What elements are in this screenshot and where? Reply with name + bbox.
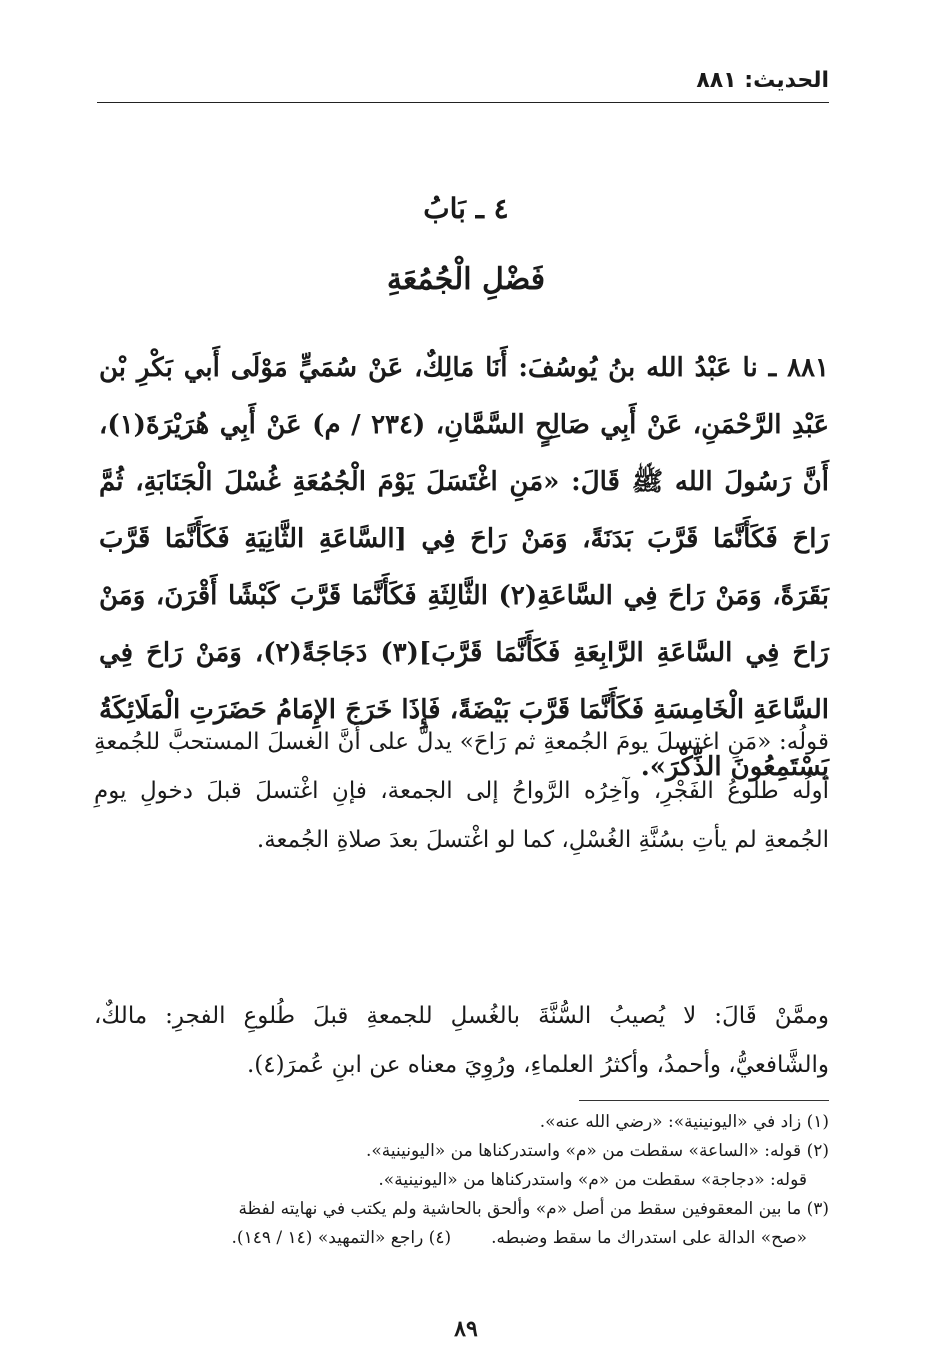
commentary-paragraph-2: وممَّنْ قَالَ: لا يُصيبُ السُّنَّةَ بالغُسلِ للجمعةِ قبلَ طُلوعِ الفجرِ: مالكٌ، والشَّافعيُّ، وأحمدُ، وأكثرُ العلماءِ، ورُوِيَ معناه عن ابنِ عُمرَ(٤). bbox=[94, 1003, 829, 1078]
chapter-number: ٤ ـ بَابُ bbox=[423, 192, 509, 225]
running-header bbox=[97, 62, 829, 103]
footnote-3-end: «صح» الدالة على استدراك ما سقط وضبطه. bbox=[491, 1228, 807, 1248]
running-title: الحديث: ٨٨١ bbox=[696, 68, 829, 93]
chapter-title: فَضْلِ الْجُمُعَةِ bbox=[386, 262, 546, 297]
footnotes bbox=[94, 1108, 829, 1253]
footnote-3-continued bbox=[94, 1224, 829, 1253]
footnote-divider bbox=[579, 1100, 829, 1101]
footnote-2-continued: قوله: «دجاجة» سقطت من «م» واستدركناها من «اليونينية». bbox=[378, 1170, 807, 1190]
commentary-paragraph-1: قولُه: «مَنِ اغتسلَ يومَ الجُمعةِ ثم رَاحَ» يدلُّ على أَنَّ الغسلَ المستحبَّ للجُمعةِ أولُه طلوعُ الفَجْرِ، وآخِرُه الرَّواحُ إلى الجمعة، فإنِ اغْتسلَ قبلَ دخولِ يومِ الجُمعةِ لم يأتِ بسُنَّةِ الغُسْلِ، كما لو اغْتسلَ بعدَ صلاةِ الجُمعة. bbox=[94, 729, 829, 853]
footnote-4: (٤) راجع «التمهيد» (١٤ / ١٤٩). bbox=[231, 1228, 452, 1248]
footnote-3: (٣) ما بين المعقوفين سقط من أصل «م» وألحق بالحاشية ولم يكتب في نهايته لفظة bbox=[238, 1199, 829, 1219]
footnote-2: (٢) قوله: «الساعة» سقطت من «م» واستدركناها من «اليونينية». bbox=[365, 1141, 829, 1161]
page-number: ٨٩ bbox=[454, 1316, 478, 1342]
footnote-1: (١) زاد في «اليونينية»: «رضي الله عنه». bbox=[539, 1112, 829, 1132]
hadith-text: ٨٨١ ـ نا عَبْدُ الله بنُ يُوسُفَ: أَنَا مَالِكٌ، عَنْ سُمَيٍّ مَوْلَى أَبي بَكْرِ بْن عَبْدِ الرَّحْمَنِ، عَنْ أَبِي صَالِحٍ السَّمَّانِ، (٢٣٤ / م) عَنْ أَبِي هُرَيْرَةَ(١)، أَنَّ رَسُولَ الله ﷺ قَالَ: «مَنِ اغْتَسَلَ يَوْمَ الْجُمُعَةِ غُسْلَ الْجَنَابَةِ، ثُمَّ رَاحَ فَكَأَنَّمَا قَرَّبَ بَدَنَةً، وَمَنْ رَاحَ فِي [السَّاعَةِ الثَّانِيَةِ فَكَأَنَّمَا قَرَّبَ بَقَرَةً، وَمَنْ رَاحَ فِي السَّاعَةِ(٢) الثَّالِثَةِ فَكَأَنَّمَا قَرَّبَ كَبْشًا أَقْرَنَ، وَمَنْ رَاحَ فِي السَّاعَةِ الرَّابِعَةِ فَكَأَنَّمَا قَرَّبَ](٣) دَجَاجَةً(٢)، وَمَنْ رَاحَ فِي السَّاعَةِ الْخَامِسَةِ فَكَأَنَّمَا قَرَّبَ بَيْضَةً، فَإِذَا خَرَجَ الإِمَامُ حَضَرَتِ الْمَلَائِكَةُ يَسْتَمِعُونَ الذِّكْرَ». bbox=[99, 353, 829, 782]
